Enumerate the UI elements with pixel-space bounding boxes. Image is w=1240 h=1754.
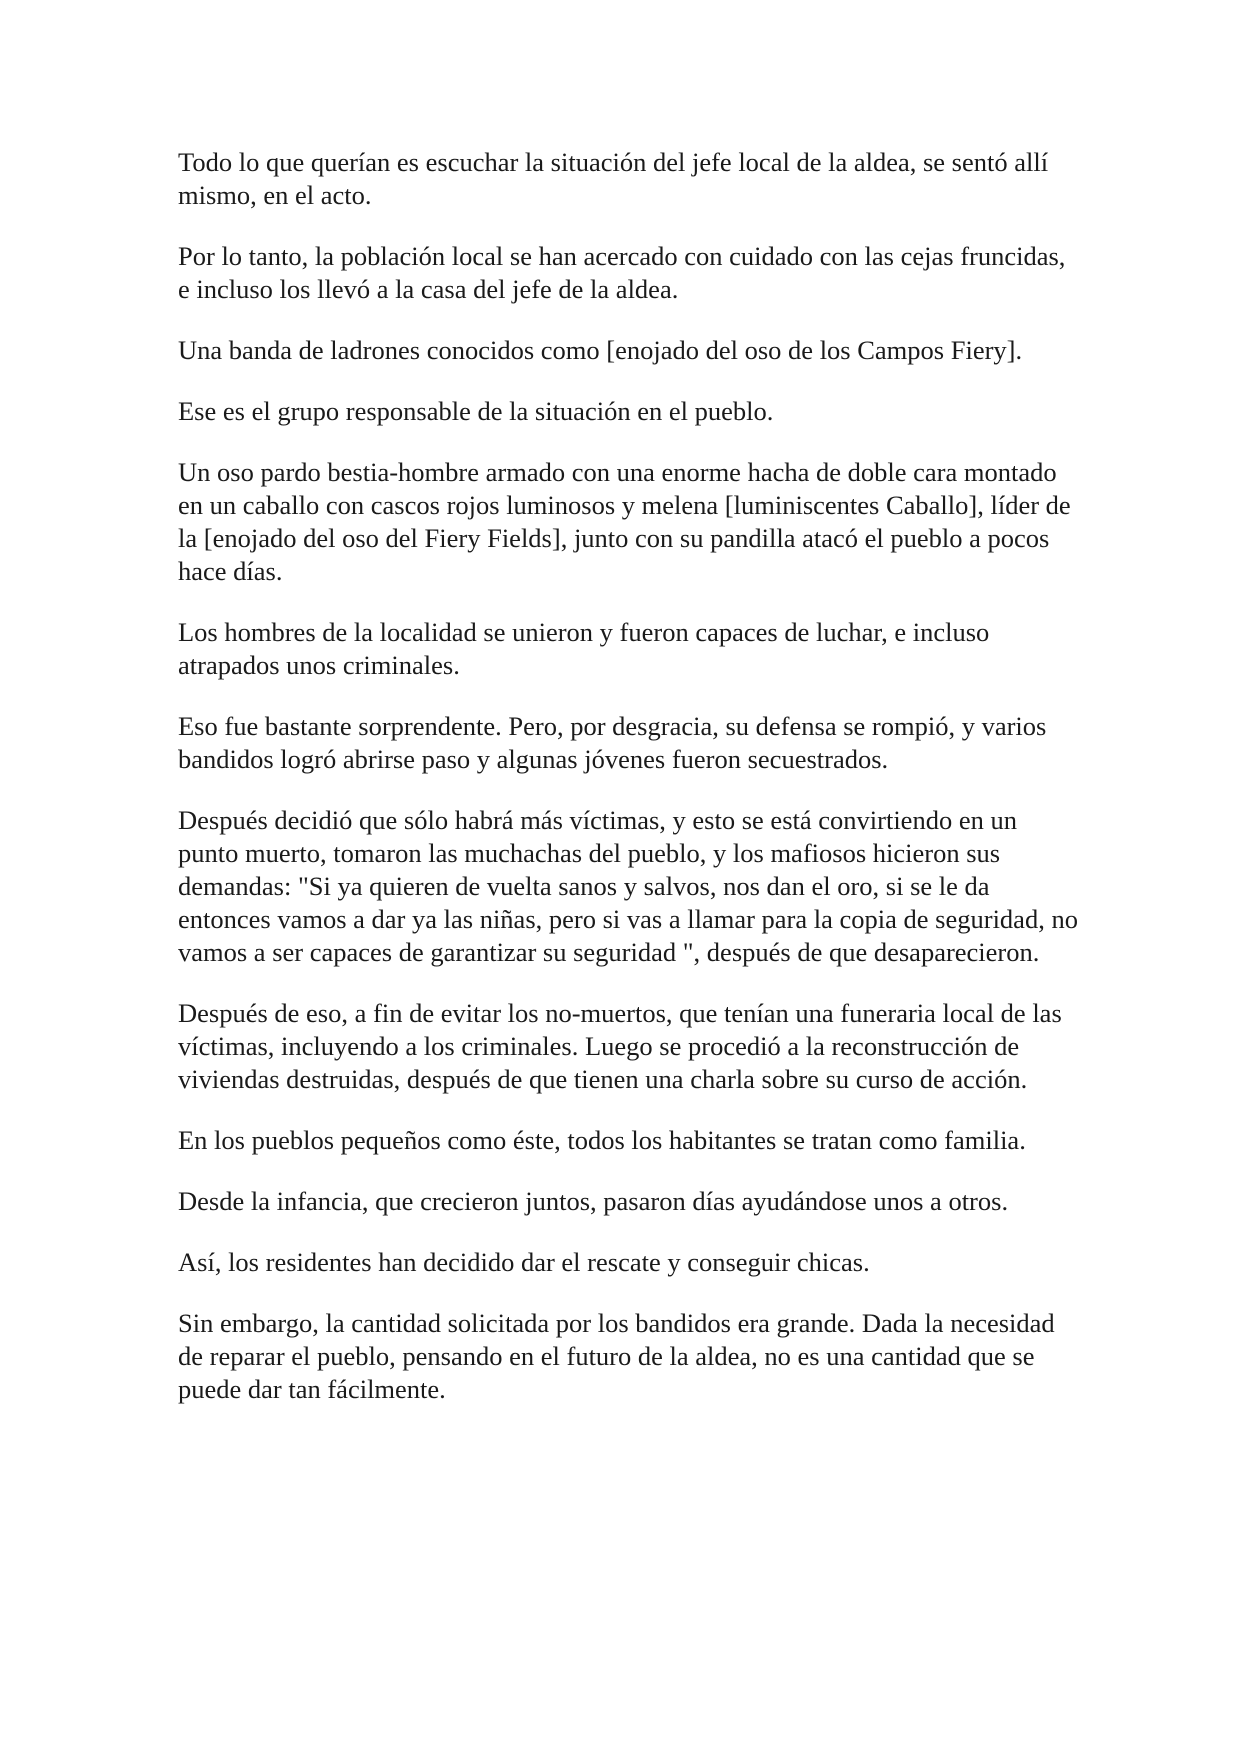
body-text [178, 146, 1078, 1434]
paragraph-3: Una banda de ladrones conocidos como [enojado del oso de los Campos Fiery]. [178, 335, 1023, 365]
paragraph-4: Ese es el grupo responsable de la situación en el pueblo. [178, 396, 774, 426]
paragraph-2: Por lo tanto, la población local se han acercado con cuidado con las cejas fruncidas, e incluso los llevó a la casa del jefe de la aldea. [178, 241, 1066, 304]
paragraph-8: Después decidió que sólo habrá más víctimas, y esto se está convirtiendo en un punto muerto, tomaron las muchachas del pueblo, y los mafiosos hicieron sus demandas: "Si ya quieren de vuelta sanos y salvos, nos dan el oro, si se le da entonces vamos a dar ya las niñas, pero si vas a llamar para la copia de seguridad, no vamos a ser capaces de garantizar su seguridad ", después de que desaparecieron. [178, 805, 1078, 967]
paragraph-10: En los pueblos pequeños como éste, todos los habitantes se tratan como familia. [178, 1125, 1026, 1155]
paragraph-13: Sin embargo, la cantidad solicitada por los bandidos era grande. Dada la necesidad de reparar el pueblo, pensando en el futuro de la aldea, no es una cantidad que se puede dar tan fácilmente. [178, 1308, 1055, 1404]
paragraph-7: Eso fue bastante sorprendente. Pero, por desgracia, su defensa se rompió, y varios bandidos logró abrirse paso y algunas jóvenes fueron secuestrados. [178, 711, 1047, 774]
paragraph-12: Así, los residentes han decidido dar el rescate y conseguir chicas. [178, 1247, 870, 1277]
paragraph-5: Un oso pardo bestia-hombre armado con una enorme hacha de doble cara montado en un caballo con cascos rojos luminosos y melena [luminiscentes Caballo], líder de la [enojado del oso del Fiery Fields], junto con su pandilla atacó el pueblo a pocos hace días. [178, 457, 1071, 586]
paragraph-11: Desde la infancia, que crecieron juntos, pasaron días ayudándose unos a otros. [178, 1186, 1009, 1216]
paragraph-6: Los hombres de la localidad se unieron y fueron capaces de luchar, e incluso atrapados unos criminales. [178, 617, 990, 680]
paragraph-9: Después de eso, a fin de evitar los no-muertos, que tenían una funeraria local de las víctimas, incluyendo a los criminales. Luego se procedió a la reconstrucción de viviendas destruidas, después de que tienen una charla sobre su curso de acción. [178, 998, 1062, 1094]
paragraph-1: Todo lo que querían es escuchar la situación del jefe local de la aldea, se sentó allí mismo, en el acto. [178, 147, 1049, 210]
